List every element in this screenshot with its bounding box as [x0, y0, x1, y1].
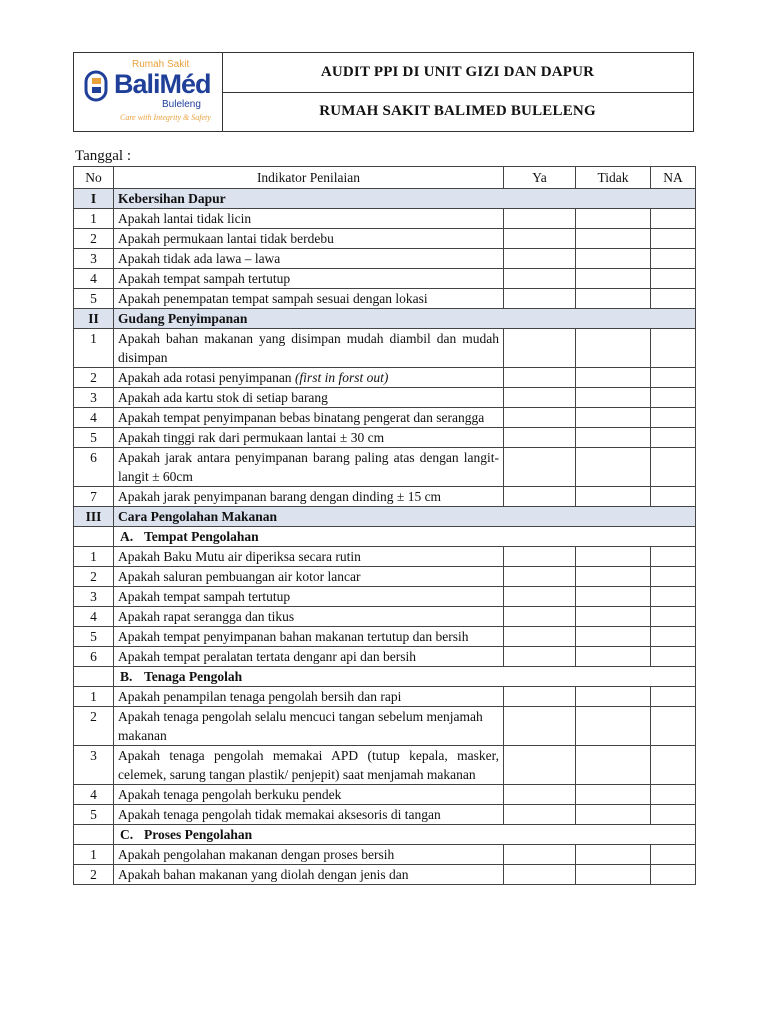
- answer-cell-tidak[interactable]: [576, 865, 651, 885]
- item-number: 4: [74, 269, 114, 289]
- table-row: [74, 687, 696, 707]
- answer-cell-tidak[interactable]: [576, 249, 651, 269]
- answer-cell-ya[interactable]: [504, 805, 576, 825]
- indicator-text: [114, 865, 504, 885]
- answer-cell-na[interactable]: [651, 368, 696, 388]
- answer-cell-na[interactable]: [651, 448, 696, 487]
- logo-brand-text: BaliMéd: [114, 69, 211, 99]
- answer-cell-tidak[interactable]: [576, 607, 651, 627]
- indicator-question: Apakah jarak antara penyimpanan barang paling atas dengan langit-langit ± 60cm: [118, 450, 499, 484]
- answer-cell-na[interactable]: [651, 707, 696, 746]
- section-row: [74, 507, 696, 527]
- indicator-question: Apakah tidak ada lawa – lawa: [118, 251, 281, 266]
- answer-cell-na[interactable]: [651, 627, 696, 647]
- table-row: [74, 547, 696, 567]
- table-row: [74, 587, 696, 607]
- subsection-title-cell: [114, 527, 696, 547]
- table-header-row: [74, 167, 696, 189]
- answer-cell-ya[interactable]: [504, 289, 576, 309]
- indicator-text: [114, 428, 504, 448]
- indicator-question: Apakah ada rotasi penyimpanan: [118, 370, 295, 385]
- table-row: [74, 627, 696, 647]
- indicator-text: [114, 547, 504, 567]
- indicator-text: [114, 845, 504, 865]
- item-number: 3: [74, 587, 114, 607]
- item-number: 5: [74, 289, 114, 309]
- indicator-question: Apakah tempat sampah tertutup: [118, 589, 291, 604]
- indicator-italic-note: (first in forst out): [294, 370, 389, 385]
- answer-cell-ya[interactable]: [504, 368, 576, 388]
- subsection-title: Proses Pengolahan: [144, 827, 253, 842]
- column-header-indicator: Indikator Penilaian: [114, 167, 504, 189]
- indicator-text: [114, 707, 504, 746]
- answer-cell-tidak[interactable]: [576, 329, 651, 368]
- indicator-question: Apakah tempat peralatan tertata denganr api dan bersih: [118, 649, 416, 664]
- answer-cell-ya[interactable]: [504, 408, 576, 428]
- indicator-question: Apakah jarak penyimpanan barang dengan dinding ± 15 cm: [118, 489, 442, 504]
- indicator-text: [114, 229, 504, 249]
- table-row: [74, 329, 696, 368]
- answer-cell-ya[interactable]: [504, 845, 576, 865]
- item-number: 2: [74, 707, 114, 746]
- section-number: III: [74, 507, 114, 527]
- answer-cell-tidak[interactable]: [576, 785, 651, 805]
- answer-cell-na[interactable]: [651, 329, 696, 368]
- indicator-text: [114, 746, 504, 785]
- answer-cell-ya[interactable]: [504, 428, 576, 448]
- balimed-logo-icon: [82, 66, 114, 106]
- document-title: AUDIT PPI DI UNIT GIZI DAN DAPUR: [222, 53, 693, 93]
- table-row: [74, 647, 696, 667]
- indicator-question: Apakah tenaga pengolah selalu mencuci tangan sebelum menjamah makanan: [118, 709, 483, 743]
- indicator-text: [114, 587, 504, 607]
- item-number: 7: [74, 487, 114, 507]
- answer-cell-na[interactable]: [651, 487, 696, 507]
- indicator-question: Apakah ada kartu stok di setiap barang: [118, 390, 328, 405]
- table-row: [74, 707, 696, 746]
- subsection-number-cell: [74, 825, 114, 845]
- answer-cell-na[interactable]: [651, 785, 696, 805]
- subsection-title-cell: [114, 825, 696, 845]
- indicator-text: [114, 388, 504, 408]
- indicator-text: [114, 805, 504, 825]
- section-number: II: [74, 309, 114, 329]
- section-row: [74, 189, 696, 209]
- item-number: 2: [74, 229, 114, 249]
- answer-cell-ya[interactable]: [504, 547, 576, 567]
- table-row: [74, 269, 696, 289]
- indicator-question: Apakah rapat serangga dan tikus: [118, 609, 295, 624]
- answer-cell-ya[interactable]: [504, 487, 576, 507]
- item-number: 1: [74, 547, 114, 567]
- item-number: 5: [74, 428, 114, 448]
- answer-cell-tidak[interactable]: [576, 209, 651, 229]
- answer-cell-ya[interactable]: [504, 567, 576, 587]
- document-subtitle: RUMAH SAKIT BALIMED BULELENG: [319, 103, 596, 119]
- indicator-text: [114, 627, 504, 647]
- indicator-question: Apakah tempat penyimpanan bahan makanan tertutup dan bersih: [118, 629, 469, 644]
- answer-cell-tidak[interactable]: [576, 805, 651, 825]
- answer-cell-na[interactable]: [651, 547, 696, 567]
- answer-cell-ya[interactable]: [504, 785, 576, 805]
- item-number: 5: [74, 805, 114, 825]
- table-row: [74, 845, 696, 865]
- indicator-text: [114, 448, 504, 487]
- answer-cell-ya[interactable]: [504, 329, 576, 368]
- answer-cell-na[interactable]: [651, 229, 696, 249]
- item-number: 1: [74, 845, 114, 865]
- indicator-question: Apakah tinggi rak dari permukaan lantai ± 30 cm: [118, 430, 385, 445]
- answer-cell-tidak[interactable]: [576, 428, 651, 448]
- answer-cell-na[interactable]: [651, 647, 696, 667]
- item-number: 6: [74, 647, 114, 667]
- answer-cell-na[interactable]: [651, 567, 696, 587]
- answer-cell-na[interactable]: [651, 408, 696, 428]
- answer-cell-ya[interactable]: [504, 448, 576, 487]
- answer-cell-na[interactable]: [651, 269, 696, 289]
- item-number: 1: [74, 209, 114, 229]
- indicator-question: Apakah saluran pembuangan air kotor lancar: [118, 569, 361, 584]
- answer-cell-tidak[interactable]: [576, 587, 651, 607]
- indicator-text: [114, 647, 504, 667]
- item-number: 2: [74, 567, 114, 587]
- item-number: 2: [74, 865, 114, 885]
- answer-cell-tidak[interactable]: [576, 845, 651, 865]
- section-number: I: [74, 189, 114, 209]
- answer-cell-ya[interactable]: [504, 865, 576, 885]
- item-number: 4: [74, 785, 114, 805]
- answer-cell-ya[interactable]: [504, 388, 576, 408]
- answer-cell-tidak[interactable]: [576, 408, 651, 428]
- answer-cell-na[interactable]: [651, 865, 696, 885]
- item-number: 5: [74, 627, 114, 647]
- subsection-letter: A.: [120, 529, 134, 544]
- indicator-question: Apakah penampilan tenaga pengolah bersih dan rapi: [118, 689, 402, 704]
- subsection-title-cell: [114, 667, 696, 687]
- table-row: [74, 408, 696, 428]
- answer-cell-tidak[interactable]: [576, 627, 651, 647]
- item-number: 3: [74, 746, 114, 785]
- answer-cell-tidak[interactable]: [576, 229, 651, 249]
- answer-cell-tidak[interactable]: [576, 388, 651, 408]
- indicator-question: Apakah tempat penyimpanan bebas binatang pengerat dan serangga: [118, 410, 485, 425]
- audit-checklist-table: [73, 166, 696, 885]
- item-number: 6: [74, 448, 114, 487]
- section-title: Gudang Penyimpanan: [114, 309, 696, 329]
- answer-cell-na[interactable]: [651, 607, 696, 627]
- table-row: [74, 428, 696, 448]
- table-row: [74, 567, 696, 587]
- table-row: [74, 388, 696, 408]
- logo-sub-text: Buleleng: [162, 99, 201, 110]
- column-header-no: No: [74, 167, 114, 189]
- subsection-title: Tenaga Pengolah: [144, 669, 243, 684]
- table-row: [74, 805, 696, 825]
- answer-cell-ya[interactable]: [504, 607, 576, 627]
- answer-cell-na[interactable]: [651, 388, 696, 408]
- answer-cell-na[interactable]: [651, 687, 696, 707]
- indicator-question: Apakah tenaga pengolah berkuku pendek: [118, 787, 342, 802]
- answer-cell-ya[interactable]: [504, 627, 576, 647]
- indicator-text: [114, 249, 504, 269]
- indicator-question: Apakah penempatan tempat sampah sesuai dengan lokasi: [118, 291, 428, 306]
- logo-tagline: Care with Integrity & Safety: [120, 113, 211, 122]
- answer-cell-tidak[interactable]: [576, 746, 651, 785]
- answer-cell-ya[interactable]: [504, 647, 576, 667]
- answer-cell-tidak[interactable]: [576, 368, 651, 388]
- item-number: 3: [74, 388, 114, 408]
- hospital-logo: [74, 53, 223, 131]
- answer-cell-ya[interactable]: [504, 707, 576, 746]
- indicator-text: [114, 687, 504, 707]
- table-row: [74, 368, 696, 388]
- indicator-text: [114, 329, 504, 368]
- subsection-number-cell: [74, 527, 114, 547]
- indicator-text: [114, 487, 504, 507]
- indicator-question: Apakah tenaga pengolah tidak memakai aksesoris di tangan: [118, 807, 441, 822]
- column-header-na: NA: [651, 167, 696, 189]
- subsection-row: [74, 527, 696, 547]
- answer-cell-na[interactable]: [651, 845, 696, 865]
- answer-cell-tidak[interactable]: [576, 269, 651, 289]
- answer-cell-na[interactable]: [651, 805, 696, 825]
- indicator-question: Apakah tempat sampah tertutup: [118, 271, 291, 286]
- answer-cell-na[interactable]: [651, 209, 696, 229]
- logo-top-text: Rumah Sakit: [132, 59, 190, 70]
- answer-cell-tidak[interactable]: [576, 687, 651, 707]
- indicator-question: Apakah bahan makanan yang diolah dengan jenis dan: [118, 867, 409, 882]
- table-row: [74, 487, 696, 507]
- answer-cell-tidak[interactable]: [576, 647, 651, 667]
- column-header-tidak: Tidak: [576, 167, 651, 189]
- table-row: [74, 229, 696, 249]
- item-number: 2: [74, 368, 114, 388]
- indicator-text: [114, 567, 504, 587]
- table-row: [74, 289, 696, 309]
- indicator-question: Apakah Baku Mutu air diperiksa secara rutin: [118, 549, 361, 564]
- answer-cell-ya[interactable]: [504, 587, 576, 607]
- answer-cell-ya[interactable]: [504, 687, 576, 707]
- indicator-text: [114, 785, 504, 805]
- answer-cell-ya[interactable]: [504, 269, 576, 289]
- table-body: [74, 189, 696, 885]
- answer-cell-ya[interactable]: [504, 209, 576, 229]
- answer-cell-tidak[interactable]: [576, 567, 651, 587]
- answer-cell-tidak[interactable]: [576, 448, 651, 487]
- table-row: [74, 785, 696, 805]
- answer-cell-na[interactable]: [651, 746, 696, 785]
- answer-cell-tidak[interactable]: [576, 707, 651, 746]
- table-row: [74, 249, 696, 269]
- table-row: [74, 209, 696, 229]
- section-title: Kebersihan Dapur: [114, 189, 696, 209]
- subsection-letter: C.: [120, 827, 134, 842]
- table-row: [74, 448, 696, 487]
- subsection-row: [74, 825, 696, 845]
- indicator-text: [114, 408, 504, 428]
- indicator-text: [114, 269, 504, 289]
- subsection-number-cell: [74, 667, 114, 687]
- subsection-row: [74, 667, 696, 687]
- indicator-text: [114, 368, 504, 388]
- answer-cell-na[interactable]: [651, 289, 696, 309]
- answer-cell-tidak[interactable]: [576, 487, 651, 507]
- indicator-question: Apakah tenaga pengolah memakai APD (tutup kepala, masker, celemek, sarung tangan plastik/ penjepit) saat menjamah makanan: [118, 748, 499, 782]
- indicator-question: Apakah bahan makanan yang disimpan mudah diambil dan mudah disimpan: [118, 331, 499, 365]
- item-number: 3: [74, 249, 114, 269]
- item-number: 4: [74, 607, 114, 627]
- indicator-text: [114, 209, 504, 229]
- indicator-question: Apakah pengolahan makanan dengan proses bersih: [118, 847, 395, 862]
- answer-cell-na[interactable]: [651, 587, 696, 607]
- section-title: Cara Pengolahan Makanan: [114, 507, 696, 527]
- item-number: 1: [74, 329, 114, 368]
- answer-cell-tidak[interactable]: [576, 289, 651, 309]
- date-label: Tanggal :: [75, 148, 132, 164]
- column-header-ya: Ya: [504, 167, 576, 189]
- table-row: [74, 746, 696, 785]
- item-number: 1: [74, 687, 114, 707]
- answer-cell-tidak[interactable]: [576, 547, 651, 567]
- indicator-question: Apakah lantai tidak licin: [118, 211, 252, 226]
- answer-cell-ya[interactable]: [504, 249, 576, 269]
- answer-cell-ya[interactable]: [504, 746, 576, 785]
- subsection-letter: B.: [120, 669, 133, 684]
- document-header: [73, 52, 694, 132]
- answer-cell-na[interactable]: [651, 249, 696, 269]
- subsection-title: Tempat Pengolahan: [144, 529, 259, 544]
- item-number: 4: [74, 408, 114, 428]
- answer-cell-ya[interactable]: [504, 229, 576, 249]
- indicator-question: Apakah permukaan lantai tidak berdebu: [118, 231, 334, 246]
- table-row: [74, 607, 696, 627]
- indicator-text: [114, 607, 504, 627]
- table-row: [74, 865, 696, 885]
- section-row: [74, 309, 696, 329]
- answer-cell-na[interactable]: [651, 428, 696, 448]
- indicator-text: [114, 289, 504, 309]
